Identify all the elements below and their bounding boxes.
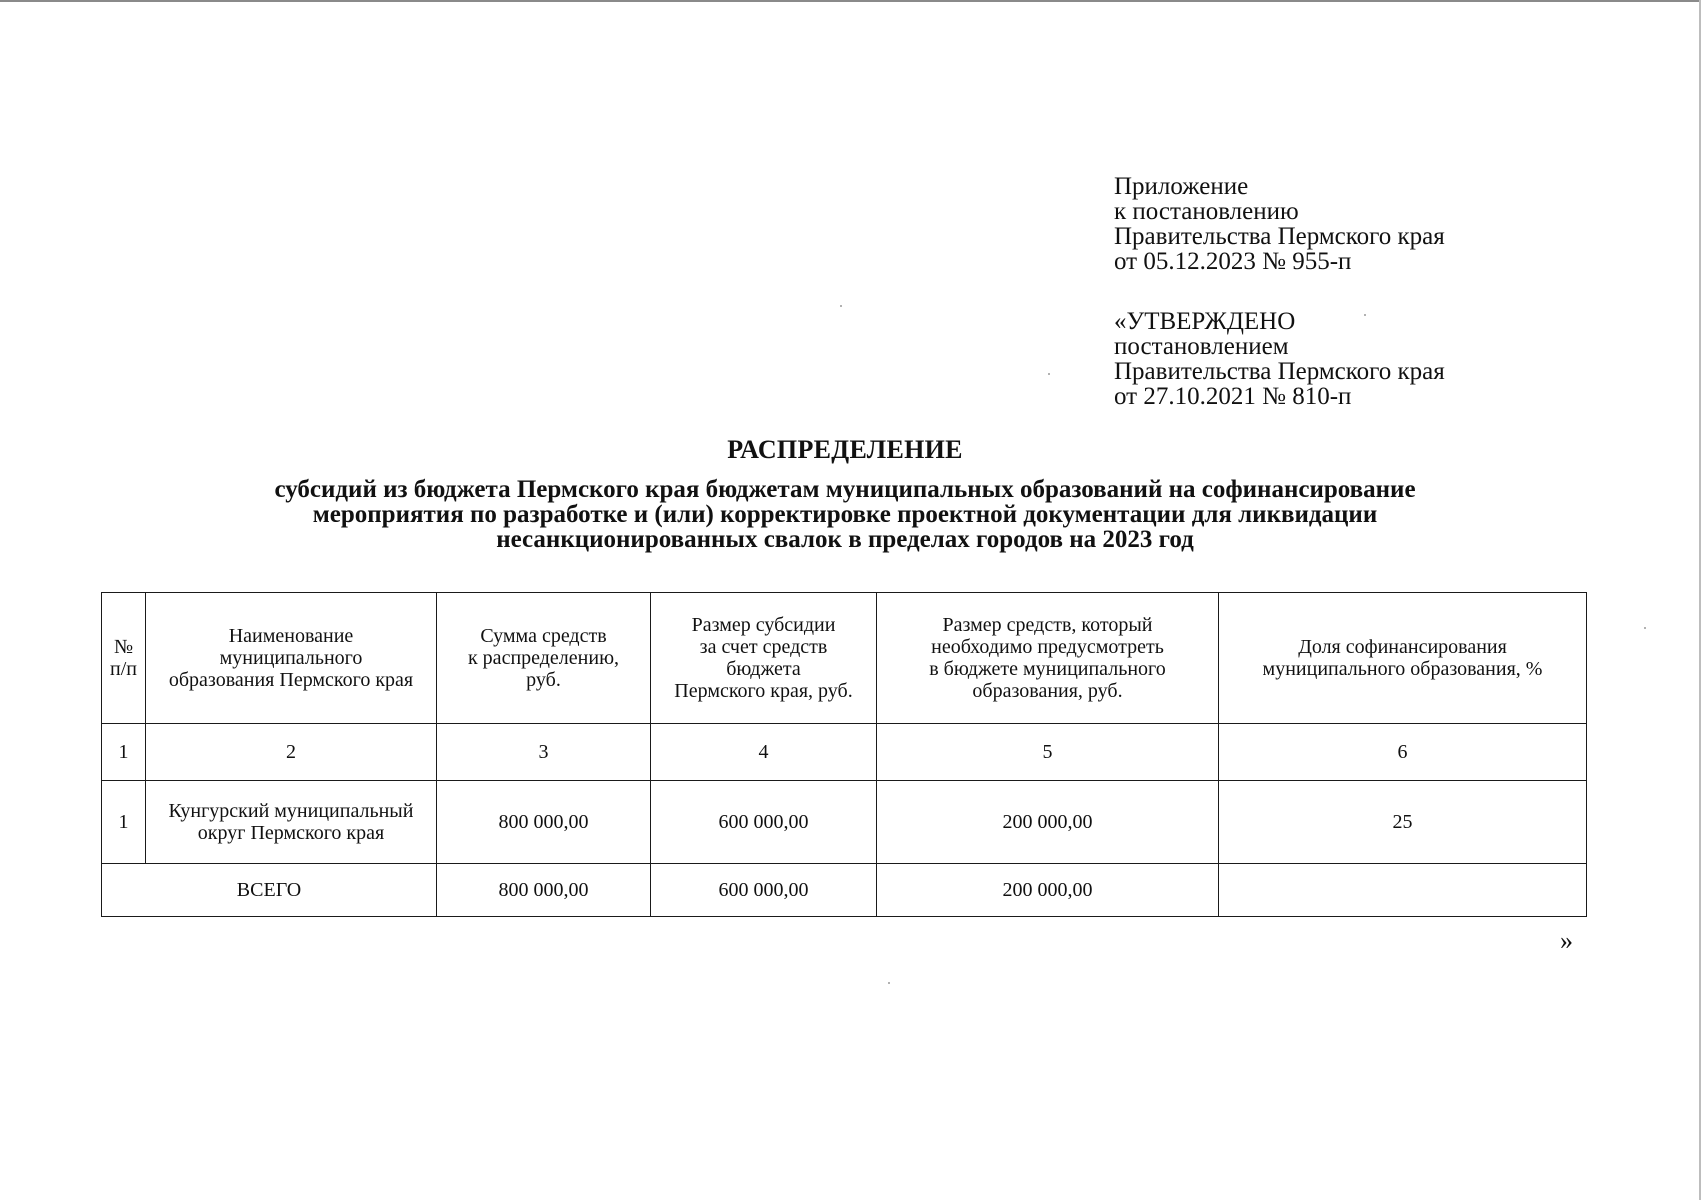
distribution-table (101, 592, 1587, 917)
row-number-cell: 1 (102, 781, 146, 864)
document-title: РАСПРЕДЕЛЕНИЕ (727, 435, 963, 464)
subtitle-line: несанкционированных свалок в пределах городов на 2023 год (496, 526, 1194, 553)
table-header-row (102, 593, 1587, 724)
header-cell-regional-subsidy: Размер субсидии за счет средств бюджета Пермского края, руб. (651, 593, 877, 724)
scan-speck (840, 305, 842, 307)
scan-edge-top (0, 0, 1701, 2)
municipal-funds-sum-cell: 200 000,00 (877, 864, 1219, 917)
scan-speck (1048, 373, 1050, 375)
approved-block (1114, 309, 1445, 409)
closing-quote-mark: » (1560, 926, 1573, 955)
column-number-cell: 6 (1219, 724, 1587, 781)
regional-subsidy-cell: 600 000,00 (651, 781, 877, 864)
municipal-funds-cell: 200 000,00 (877, 781, 1219, 864)
cofinancing-share-sum-cell (1219, 864, 1587, 917)
column-number-row (102, 724, 1587, 781)
approved-line: «УТВЕРЖДЕНО (1114, 308, 1296, 335)
appendix-line: к постановлению (1114, 198, 1299, 225)
subtitle-line: мероприятия по разработке и (или) корректировке проектной документации для ликвидации (312, 501, 1378, 528)
scan-speck (1644, 627, 1646, 629)
appendix-line: Приложение (1114, 173, 1249, 200)
subtitle-line: субсидий из бюджета Пермского края бюджетам муниципальных образований на софинансирование (274, 476, 1416, 503)
column-number-cell: 3 (437, 724, 651, 781)
scan-speck (888, 982, 890, 984)
table-row (102, 781, 1587, 864)
total-amount-cell: 800 000,00 (437, 781, 651, 864)
table-total-row (102, 864, 1587, 917)
document-subtitle (150, 477, 1540, 552)
column-number-cell: 1 (102, 724, 146, 781)
header-cell-municipal-funds: Размер средств, который необходимо предусмотреть в бюджете муниципального образования, руб. (877, 593, 1219, 724)
regional-subsidy-sum-cell: 600 000,00 (651, 864, 877, 917)
column-number-cell: 2 (146, 724, 437, 781)
appendix-line: Правительства Пермского края (1114, 223, 1445, 250)
column-number-cell: 5 (877, 724, 1219, 781)
header-cell-cofinancing-share: Доля софинансирования муниципального образования, % (1219, 593, 1587, 724)
appendix-line: от 05.12.2023 № 955-п (1114, 248, 1352, 275)
column-number-cell: 4 (651, 724, 877, 781)
scan-speck (1364, 314, 1366, 316)
approved-line: от 27.10.2021 № 810-п (1114, 383, 1352, 410)
approved-line: Правительства Пермского края (1114, 358, 1445, 385)
total-amount-sum-cell: 800 000,00 (437, 864, 651, 917)
cofinancing-share-cell: 25 (1219, 781, 1587, 864)
total-label-cell: ВСЕГО (102, 864, 437, 917)
header-cell-total-amount: Сумма средств к распределению, руб. (437, 593, 651, 724)
header-cell-number: № п/п (102, 593, 146, 724)
approved-line: постановлением (1114, 333, 1289, 360)
municipality-name-cell: Кунгурский муниципальный округ Пермского края (146, 781, 437, 864)
appendix-block (1114, 174, 1445, 274)
header-cell-municipality: Наименование муниципального образования Пермского края (146, 593, 437, 724)
